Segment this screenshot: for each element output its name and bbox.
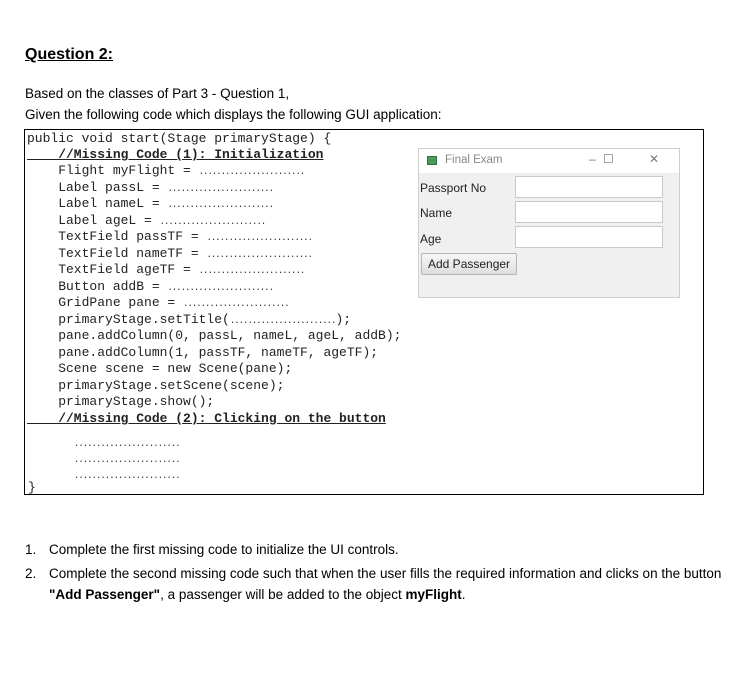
blank-dots: ........................	[167, 200, 274, 210]
question-text-part: .	[461, 587, 466, 602]
object-name-bold: myFlight	[405, 587, 462, 602]
blank-line-1: ........................	[74, 439, 180, 449]
code-line-agetf: TextField ageTF =	[27, 262, 199, 277]
question-heading: Question 2:	[25, 46, 114, 63]
code-line-agel: Label ageL =	[27, 213, 160, 228]
blank-dots: ........................	[206, 250, 313, 260]
question-number: 1.	[25, 542, 37, 557]
add-passenger-button[interactable]: Add Passenger	[421, 253, 517, 275]
settitle-close: );	[335, 312, 352, 327]
question-text-part: Complete the second missing code such that when the user fills the required information and clicks on the button	[49, 566, 722, 581]
code-line-flight: Flight myFlight =	[27, 163, 199, 178]
passport-no-field[interactable]	[515, 176, 663, 198]
code-line-scene: Scene scene = new Scene(pane);	[27, 361, 293, 376]
code-line-1: public void start(Stage primaryStage) {	[27, 131, 332, 146]
blank-line-2: ........................	[74, 455, 180, 465]
intro-line-2: Given the following code which displays the following GUI application:	[25, 107, 442, 122]
minimize-icon[interactable]: –	[589, 152, 596, 166]
code-line-pane: GridPane pane =	[27, 295, 184, 310]
question-text	[49, 563, 729, 605]
code-line-show: primaryStage.show();	[27, 394, 215, 409]
label-name: Name	[420, 206, 453, 220]
code-block	[25, 130, 402, 495]
blank-dots: ........................	[167, 283, 274, 293]
blank-dots: ........................	[183, 299, 289, 309]
blank-dots: ........................	[229, 316, 336, 326]
code-line-nametf: TextField nameTF =	[27, 246, 207, 261]
code-line-namel: Label nameL =	[27, 196, 168, 211]
name-field[interactable]	[515, 201, 663, 223]
blank-line-3: ........................	[74, 471, 180, 481]
blank-dots: ........................	[159, 217, 266, 227]
blank-dots: ........................	[206, 233, 313, 243]
app-icon	[427, 156, 437, 165]
intro-line-1: Based on the classes of Part 3 - Question 1,	[25, 86, 290, 101]
code-line-addcolumn-0: pane.addColumn(0, passL, nameL, ageL, addB);	[27, 328, 402, 343]
blank-dots: ........................	[198, 266, 305, 276]
closing-brace: }	[28, 480, 36, 495]
question-text-part: , a passenger will be added to the object	[160, 587, 406, 602]
gui-window-preview	[418, 148, 680, 298]
question-text: Complete the first missing code to initialize the UI controls.	[49, 542, 399, 557]
blank-dots: ........................	[198, 167, 305, 177]
question-number: 2.	[25, 566, 37, 581]
window-titlebar	[419, 149, 679, 173]
button-name-bold: "Add Passenger"	[49, 587, 161, 602]
code-comment-missing-2: //Missing Code (2): Clicking on the button	[27, 411, 386, 426]
code-line-passtf: TextField passTF =	[27, 229, 207, 244]
code-line-addb: Button addB =	[27, 279, 168, 294]
window-title: Final Exam	[445, 154, 503, 166]
code-comment-missing-1: //Missing Code (1): Initialization	[27, 147, 324, 162]
label-age: Age	[420, 232, 442, 246]
code-line-settitle: primaryStage.setTitle(	[27, 312, 230, 327]
close-icon[interactable]: ✕	[649, 152, 660, 166]
blank-dots: ........................	[167, 184, 274, 194]
maximize-icon[interactable]: ☐	[603, 152, 614, 166]
code-line-setscene: primaryStage.setScene(scene);	[27, 378, 285, 393]
code-line-passl: Label passL =	[27, 180, 168, 195]
age-field[interactable]	[515, 226, 663, 248]
label-passport-no: Passport No	[420, 181, 487, 195]
code-line-addcolumn-1: pane.addColumn(1, passTF, nameTF, ageTF);	[27, 345, 379, 360]
